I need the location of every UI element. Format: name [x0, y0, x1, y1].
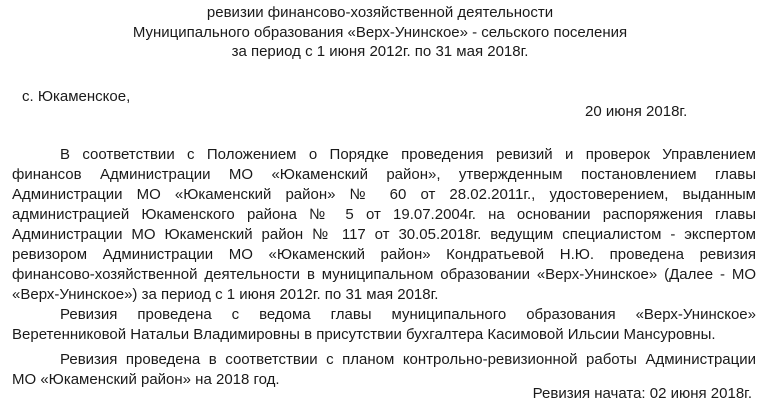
paragraph-line: МО «Юкаменский район» на 2018 год.: [12, 371, 280, 388]
paragraph-line: «Верх-Унинское») за период с 1 июня 2012г. по 31 мая 2018г.: [12, 286, 439, 303]
start-note: Ревизия начата: 02 июня 2018г.: [532, 385, 752, 402]
header-line-3: за период с 1 июня 2012г. по 31 мая 2018г.: [231, 43, 529, 60]
paragraph-line: Веретенниковой Натальи Владимировны в присутствии бухгалтера Касимовой Ильсии Мансуровны.: [12, 326, 716, 343]
date-text: 20 июня 2018г.: [585, 103, 688, 120]
paragraph-line: Администрации МО Юкаменский район № 117 от 30.05.2018г. ведущим специалистом - экспертом: [12, 226, 756, 243]
header-line-2: Муниципального образования «Верх-Унинское» - сельского поселения: [132, 24, 628, 41]
paragraph-line: администрацией Юкаменского района № 5 от 19.07.2004г. на основании распоряжения главы: [12, 206, 756, 223]
paragraph-line: финансово-хозяйственной деятельности в муниципальном образовании «Верх-Унинское» (Далее - МО: [12, 266, 756, 283]
paragraph-line: Ревизия проведена в соответствии с планом контрольно-ревизионной работы Администрации: [60, 351, 756, 368]
paragraph-line: финансов Администрации МО «Юкаменский район», утвержденным постановлением главы: [12, 166, 756, 183]
header-line-1: ревизии финансово-хозяйственной деятельности: [206, 4, 554, 21]
place-text: с. Юкаменское,: [22, 88, 131, 105]
paragraph-line: Ревизия проведена с ведома главы муниципального образования «Верх-Унинское»: [60, 306, 756, 323]
paragraph-line: В соответствии с Положением о Порядке проведения ревизий и проверок Управлением: [60, 146, 756, 163]
paragraph-line: ревизором Администрации МО «Юкаменский район» Кондратьевой Н.Ю. проведена ревизия: [12, 246, 756, 263]
paragraph-line: Администрации МО «Юкаменский район» № 60 от 28.02.2011г., удостоверением, выданным: [12, 186, 756, 203]
